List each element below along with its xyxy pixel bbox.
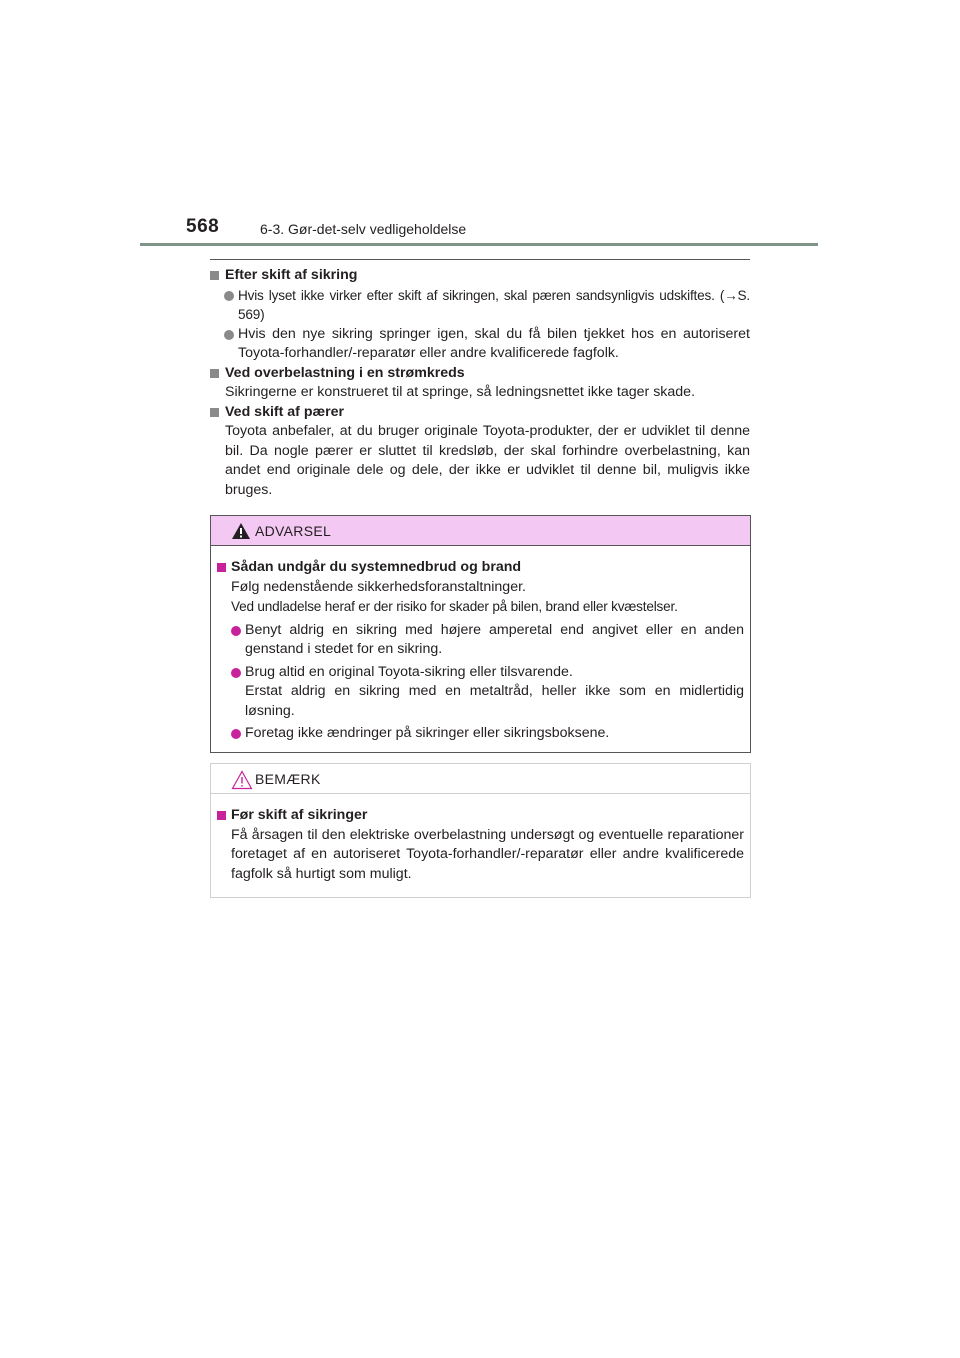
list-item-text: Brug altid en original Toyota-sikring eller tilsvarende. (245, 663, 573, 680)
warning-intro-line: Følg nedenstående sikkerhedsforanstaltninger. (231, 578, 526, 595)
section-heading-text: Ved skift af pærer (225, 403, 345, 420)
notice-title: BEMÆRK (255, 771, 321, 787)
notice-header (211, 764, 750, 794)
notice-heading-text: Før skift af sikringer (231, 807, 368, 823)
section-heading (210, 403, 750, 423)
square-bullet-icon (210, 408, 219, 417)
list-item-text: Hvis lyset ikke virker efter skift af sikringen, skal pæren sandsynligvis udskiftes. (→S. 569) (238, 287, 750, 322)
notice-paragraph: Få årsagen til den elektriske overbelastning undersøgt og eventuelle reparationer foretaget af en autoriseret Toyota-forhandler/-reparatør eller andre kvalificerede fagfolk så hurtigt som muligt. (231, 826, 744, 882)
list-item (210, 286, 750, 325)
content-rule (210, 259, 750, 260)
list-item-text: Benyt aldrig en sikring med højere amperetal end angivet eller en anden genstand i stedet for en sikring. (245, 621, 744, 657)
list-item-text: Foretag ikke ændringer på sikringer eller sikringsboksene. (245, 725, 610, 741)
warning-heading-text: Sådan undgår du systemnedbrud og brand (231, 559, 522, 575)
list-item (217, 724, 744, 744)
main-content (210, 266, 750, 500)
round-bullet-icon (224, 330, 234, 340)
caution-triangle-icon (231, 770, 253, 790)
warning-title: ADVARSEL (255, 523, 332, 539)
square-bullet-icon (217, 563, 226, 572)
round-bullet-icon (231, 668, 241, 678)
section-paragraph: Toyota anbefaler, at du bruger originale Toyota-produkter, der er udviklet til denne bil. Da nogle pærer er sluttet til kredsløb, der skal forhindre overbelastning, kan andet end originale dele og dele, der ikke er udviklet til denne bil, muligvis ikke bruges. (225, 423, 750, 498)
square-bullet-icon (210, 271, 219, 280)
warning-header (211, 516, 750, 546)
square-bullet-icon (217, 811, 226, 820)
notice-box (210, 763, 751, 898)
list-item-continuation (217, 682, 744, 721)
section-paragraph: Sikringerne er konstrueret til at springe, så ledningsnettet ikke tager skade. (225, 384, 696, 400)
warning-triangle-icon (231, 522, 251, 540)
list-item-text: Erstat aldrig en sikring med en metaltråd, heller ikke som en midlertidig løsning. (245, 683, 744, 719)
section-heading-text: Ved overbelastning i en strømkreds (225, 364, 465, 381)
page-number: 568 (186, 216, 220, 237)
square-bullet-icon (210, 369, 219, 378)
list-item (210, 325, 750, 364)
section-heading-text: Efter skift af sikring (225, 267, 358, 283)
section-heading (210, 364, 750, 384)
round-bullet-icon (231, 626, 241, 636)
warning-intro-line: Ved undladelse heraf er der risiko for skader på bilen, brand eller kvæstelser. (231, 599, 678, 614)
warning-body (211, 546, 750, 744)
notice-heading (217, 806, 744, 826)
notice-body (211, 794, 750, 884)
header-rule (140, 243, 818, 246)
list-item (217, 663, 744, 683)
warning-heading (217, 558, 744, 578)
list-item-text: Hvis den nye sikring springer igen, skal du få bilen tjekket hos en autoriseret Toyota-forhandler/-reparatør eller andre kvalificerede fagfolk. (238, 325, 750, 361)
round-bullet-icon (224, 291, 234, 301)
section-title: 6-3. Gør-det-selv vedligeholdelse (260, 221, 467, 237)
warning-box (210, 515, 751, 753)
round-bullet-icon (231, 729, 241, 739)
list-item (217, 621, 744, 660)
section-heading (210, 266, 750, 286)
